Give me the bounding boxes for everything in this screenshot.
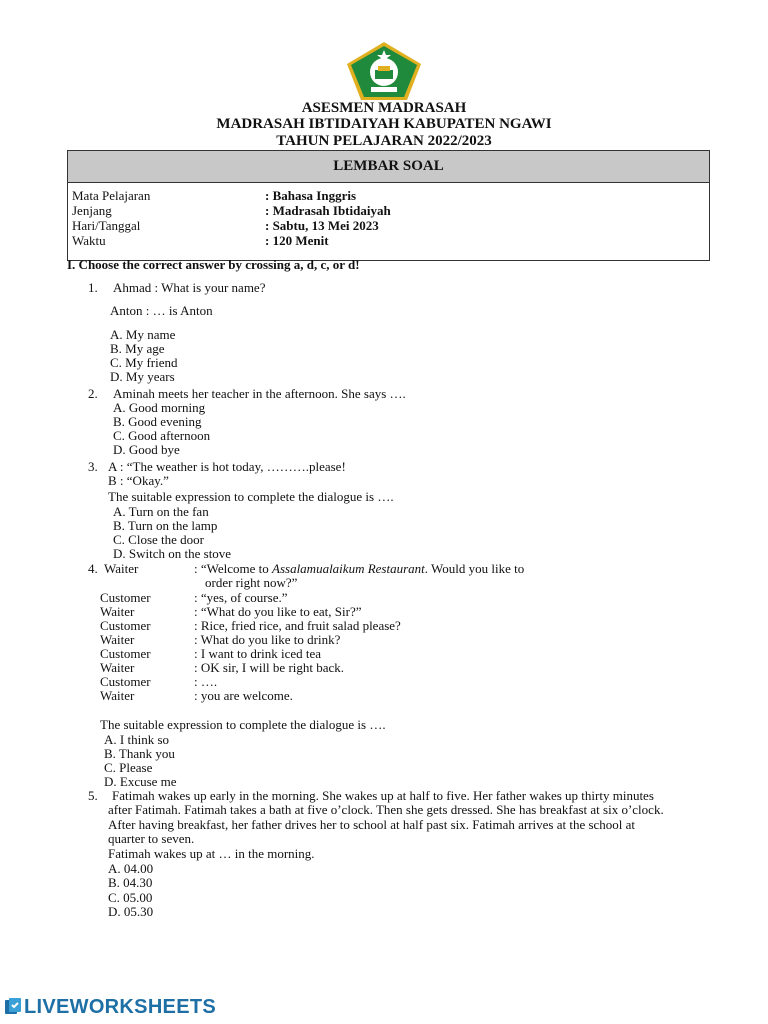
option[interactable]: A. I think so (104, 732, 169, 747)
header-year: TAHUN PELAJARAN 2022/2023 (276, 133, 492, 149)
option[interactable]: D. Excuse me (104, 774, 177, 789)
option[interactable]: D. Switch on the stove (113, 546, 232, 561)
liveworksheets-icon (4, 997, 22, 1015)
section-instruction: I. Choose the correct answer by crossing a, d, c, or d! (67, 257, 360, 272)
dialogue-speaker: Customer (100, 618, 151, 633)
dialogue-speaker: Waiter (100, 688, 135, 703)
madrasah-logo (345, 40, 423, 102)
question-number: 2. (88, 386, 98, 401)
dialogue-speaker: Waiter (104, 561, 139, 576)
option[interactable]: D. My years (110, 369, 175, 384)
dialogue-line: : I want to drink iced tea (194, 646, 322, 661)
option[interactable]: B. Thank you (104, 746, 175, 761)
option[interactable]: C. 05.00 (108, 890, 153, 905)
info-label: Waktu (72, 233, 106, 248)
option[interactable]: A. 04.00 (108, 861, 154, 876)
option[interactable]: A. My name (110, 327, 176, 342)
question-prompt: Fatimah wakes up at … in the morning. (108, 846, 315, 861)
passage-line: After having breakfast, her father drives her to school at half past six. Fatimah arrives at the school at (108, 817, 636, 832)
info-value: : Madrasah Ibtidaiyah (265, 203, 391, 218)
info-label: Jenjang (72, 203, 112, 218)
header-school: MADRASAH IBTIDAIYAH KABUPATEN NGAWI (216, 116, 552, 132)
dialogue-speaker: Customer (100, 590, 151, 605)
option[interactable]: B. Good evening (113, 414, 202, 429)
liveworksheets-logo[interactable] (4, 996, 216, 1019)
option[interactable]: C. Good afternoon (113, 428, 211, 443)
dialogue-line: : What do you like to drink? (194, 632, 341, 647)
option[interactable]: B. Turn on the lamp (113, 518, 218, 533)
dialogue-line: : “yes, of course.” (194, 590, 288, 605)
info-label: Mata Pelajaran (72, 188, 151, 203)
option[interactable]: A. Turn on the fan (113, 504, 209, 519)
dialogue-line-end: . Would you like to (424, 561, 525, 576)
option[interactable]: C. Please (104, 760, 153, 775)
question-text: A : “The weather is hot today, ……….please! (108, 459, 346, 474)
dialogue-line: : “What do you like to eat, Sir?” (194, 604, 362, 619)
question-number: 5. (88, 788, 98, 803)
lembar-soal-bar (67, 150, 710, 183)
liveworksheets-text: LIVEWORKSHEETS (24, 996, 216, 1018)
info-label: Hari/Tanggal (72, 218, 141, 233)
dialogue-speaker: Waiter (100, 660, 135, 675)
dialogue-line: order right now?” (205, 575, 298, 590)
dialogue-line (194, 562, 524, 576)
question-prompt: The suitable expression to complete the dialogue is …. (100, 717, 386, 732)
option[interactable]: D. Good bye (113, 442, 180, 457)
info-value: : Bahasa Inggris (265, 188, 357, 203)
option[interactable]: A. Good morning (113, 400, 206, 415)
passage-line: Fatimah wakes up early in the morning. She wakes up at half to five. Her father wakes up thirty minutes (112, 788, 654, 803)
lembar-soal-title: LEMBAR SOAL (333, 158, 444, 174)
dialogue-speaker: Waiter (100, 632, 135, 647)
question-number: 4. (88, 561, 98, 576)
option[interactable]: B. My age (110, 341, 165, 356)
dialogue-line: : OK sir, I will be right back. (194, 660, 345, 675)
dialogue-line-start: : “Welcome to (194, 561, 273, 576)
restaurant-name: Assalamualaikum Restaurant (272, 561, 425, 576)
dialogue-line: : …. (194, 674, 218, 689)
question-prompt: The suitable expression to complete the dialogue is …. (108, 489, 394, 504)
info-value: : Sabtu, 13 Mei 2023 (265, 218, 379, 233)
question-text: Anton : … is Anton (110, 303, 213, 318)
question-number: 3. (88, 459, 98, 474)
passage-line: quarter to seven. (108, 831, 195, 846)
question-text: Aminah meets her teacher in the afternoon. She says …. (113, 386, 406, 401)
option[interactable]: D. 05.30 (108, 904, 154, 919)
question-text: Ahmad : What is your name? (113, 280, 266, 295)
dialogue-line: : Rice, fried rice, and fruit salad please? (194, 618, 401, 633)
option[interactable]: C. My friend (110, 355, 178, 370)
question-number: 1. (88, 280, 98, 295)
info-value: : 120 Menit (265, 233, 329, 248)
option[interactable]: B. 04.30 (108, 875, 153, 890)
passage-line: after Fatimah. Fatimah takes a bath at five o’clock. Then she gets dressed. She has breakfast at six o’clock. (108, 802, 664, 817)
exam-info-box (67, 183, 710, 261)
header-title: ASESMEN MADRASAH (301, 100, 467, 116)
question-text: B : “Okay.” (108, 473, 169, 488)
option[interactable]: C. Close the door (113, 532, 204, 547)
dialogue-speaker: Customer (100, 646, 151, 661)
dialogue-speaker: Waiter (100, 604, 135, 619)
dialogue-speaker: Customer (100, 674, 151, 689)
dialogue-line: : you are welcome. (194, 688, 293, 703)
